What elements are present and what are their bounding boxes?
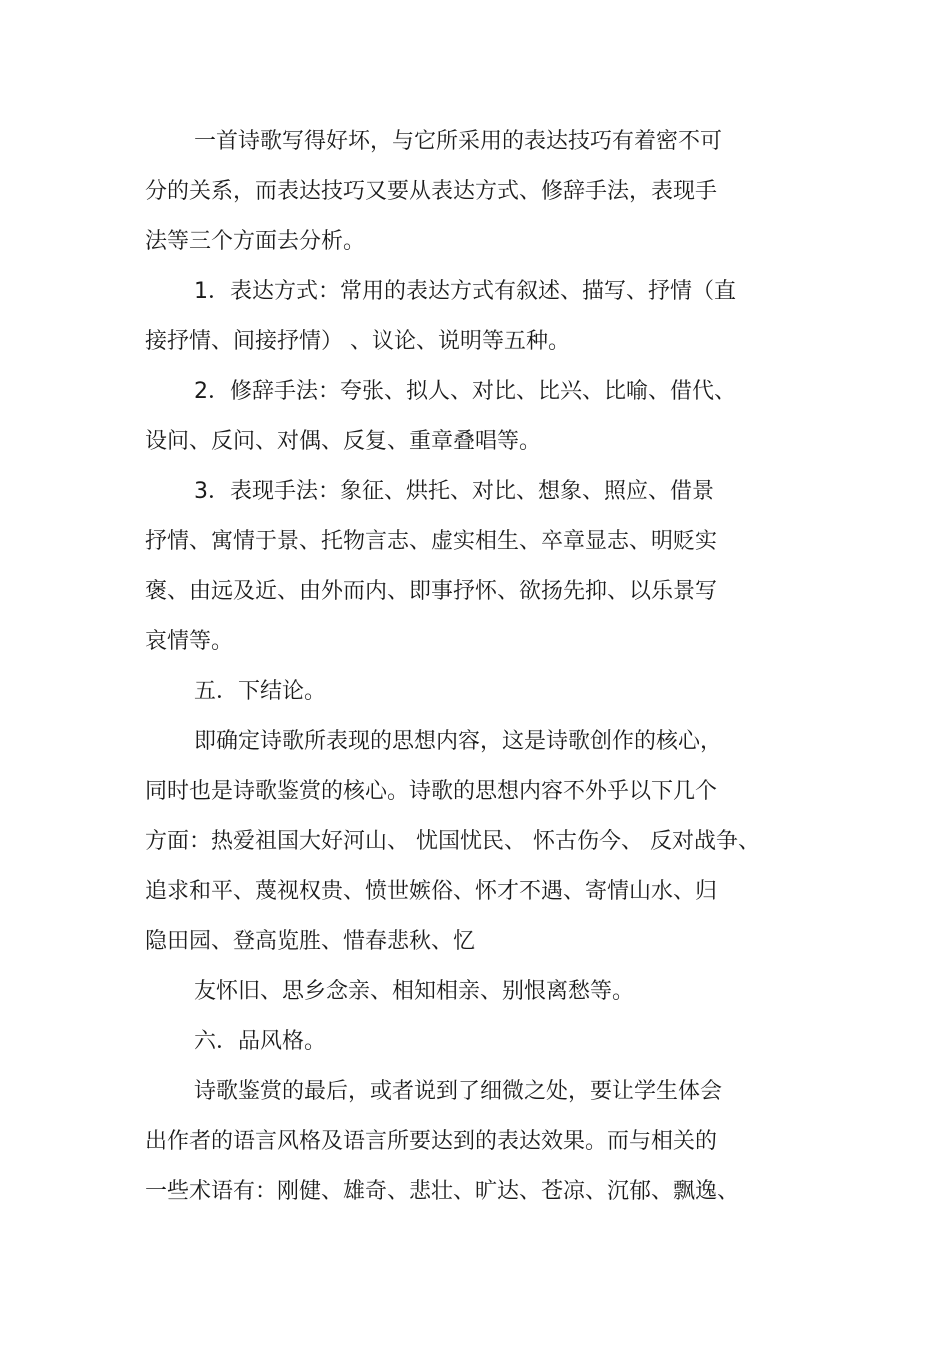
item-3-line-3: 褒、由远及近、由外而内、即事抒怀、欲扬先抑、以乐景写 (145, 579, 718, 604)
paragraph-intro-line-2: 分的关系，而表达技巧又要从表达方式、修辞手法，表现手 (145, 179, 718, 204)
paragraph-style-line-2: 出作者的语言风格及语言所要达到的表达效果。而与相关的 (145, 1129, 718, 1154)
section-five-heading: 五．下结论。 (194, 679, 327, 704)
item-3-line-1: 3．表现手法：象征、烘托、对比、想象、照应、借景 (194, 479, 714, 504)
paragraph-conclusion-line-6: 友怀旧、思乡念亲、相知相亲、别恨离愁等。 (194, 979, 635, 1004)
paragraph-conclusion-line-2: 同时也是诗歌鉴赏的核心。诗歌的思想内容不外乎以下几个 (145, 779, 718, 804)
paragraph-style-line-3: 一些术语有：刚健、雄奇、悲壮、旷达、苍凉、沉郁、飘逸、 (145, 1179, 740, 1204)
item-2-line-2: 设问、反问、对偶、反复、重章叠唱等。 (145, 429, 542, 454)
item-3-line-4: 哀情等。 (145, 629, 234, 654)
paragraph-intro-line-3: 法等三个方面去分析。 (145, 229, 366, 254)
paragraph-intro-line-1: 一首诗歌写得好坏，与它所采用的表达技巧有着密不可 (194, 129, 723, 154)
item-3-line-2: 抒情、寓情于景、托物言志、虚实相生、卒章显志、明贬实 (145, 529, 718, 554)
item-1-line-2: 接抒情、间接抒情） 、议论、说明等五种。 (145, 329, 570, 354)
paragraph-style-line-1: 诗歌鉴赏的最后，或者说到了细微之处，要让学生体会 (194, 1079, 723, 1104)
item-1-line-1: 1．表达方式：常用的表达方式有叙述、描写、抒情（直 (194, 279, 736, 304)
paragraph-conclusion-line-5: 隐田园、登高览胜、惜春悲秋、忆 (145, 929, 476, 954)
section-six-heading: 六．品风格。 (194, 1029, 327, 1054)
item-2-line-1: 2．修辞手法：夸张、拟人、对比、比兴、比喻、借代、 (194, 379, 736, 404)
paragraph-conclusion-line-3: 方面：热爱祖国大好河山、 忧国忧民、 怀古伤今、 反对战争、 (145, 829, 760, 854)
paragraph-conclusion-line-4: 追求和平、蔑视权贵、愤世嫉俗、怀才不遇、寄情山水、归 (145, 879, 718, 904)
paragraph-conclusion-line-1: 即确定诗歌所表现的思想内容，这是诗歌创作的核心， (194, 729, 723, 754)
